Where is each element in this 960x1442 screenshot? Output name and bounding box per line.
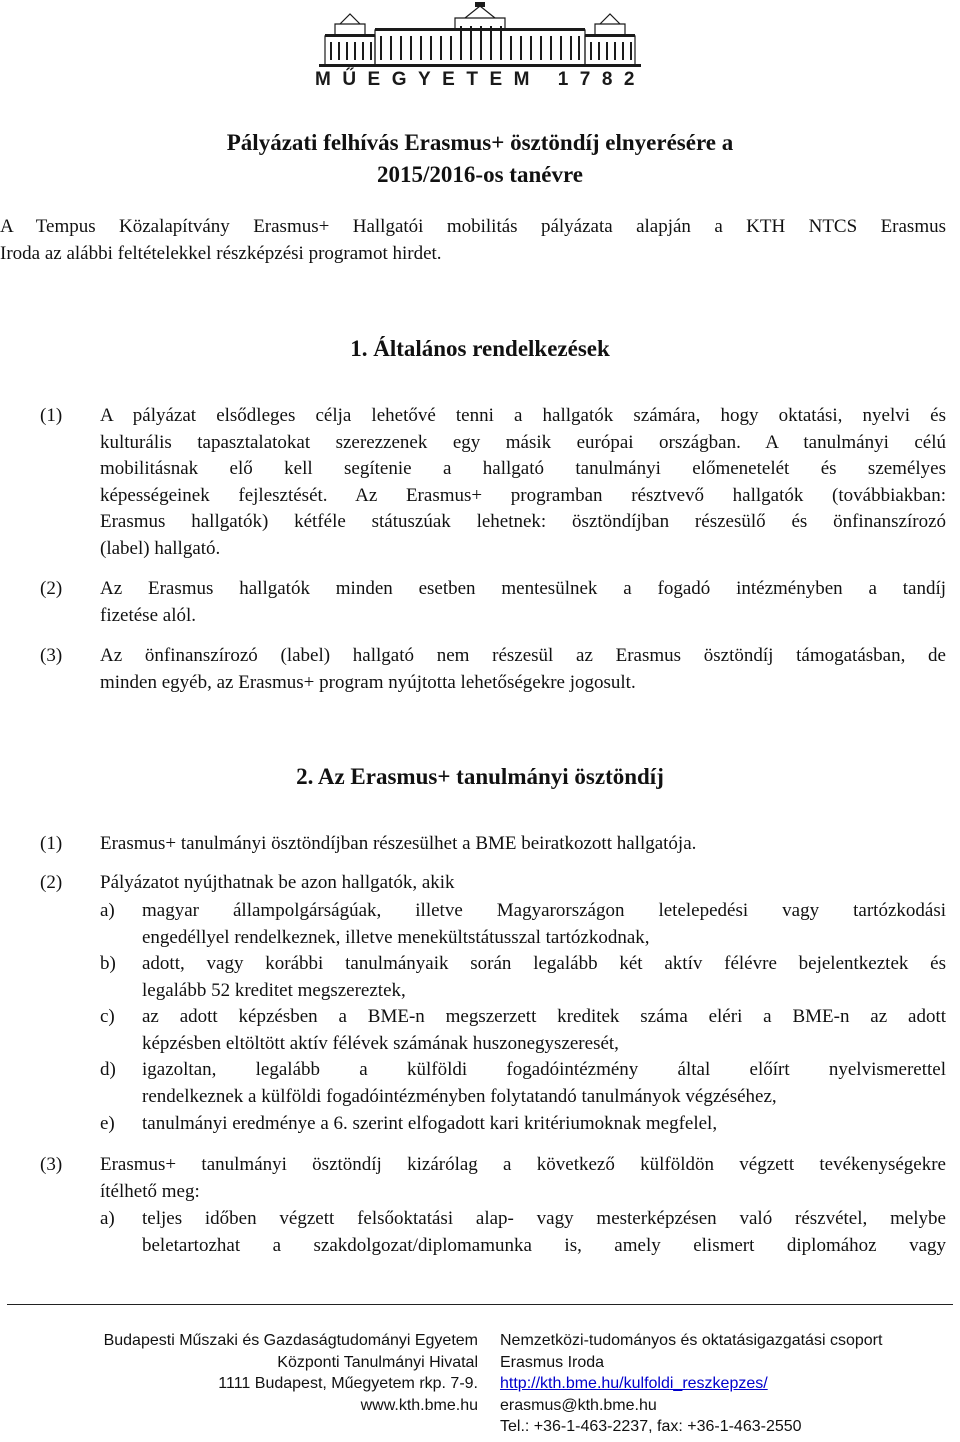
s1-item-2-number: (2) [40,578,63,599]
s1-item-1-text [100,403,946,562]
text-line: magyar állampolgárságúak, illetve Magyarországon letelepedési vagy tartózkodási [142,900,946,921]
text-line: mobilitásnak elő kell segítenie a hallgató tanulmányi előmenetelét és személyes [100,458,946,479]
sub-item-text [142,898,946,951]
footer-phone: Tel.: +36-1-463-2237, fax: +36-1-463-2550 [500,1418,802,1435]
title-line-1: Pályázati felhívás Erasmus+ ösztöndíj elnyerésére a [226,130,734,155]
text-line: ítélhető meg: [100,1180,200,1202]
sub-item-text [142,1206,946,1259]
intro-line-2: Iroda az alábbi feltételekkel részképzési programot hirdet. [0,242,442,264]
sub-item-text [142,1111,946,1138]
footer-group: Nemzetközi-tudományos és oktatásigazgatási csoport [500,1332,883,1349]
text-line: Az Erasmus hallgatók minden esetben mentesülnek a fogadó intézményben a tandíj [100,578,946,599]
sub-item-letter: b) [100,953,116,974]
sub-item-letter: a) [100,1208,115,1229]
footer-divider [7,1304,953,1305]
building-illustration [315,2,645,68]
s1-item-3-text [100,643,946,696]
sub-item-letter: a) [100,900,115,921]
footer-right-block [500,1330,950,1438]
text-line: adott, vagy korábbi tanulmányaik során legalább két aktív félévre bejelentkeztek és [142,953,946,974]
text-line: Erasmus+ tanulmányi ösztöndíjban részesülhet a BME beiratkozott hallgatója. [100,833,697,854]
text-line: igazoltan, legalább a külföldi fogadóintézmény által előírt nyelvismerettel [142,1059,946,1080]
logo-wordmark: MŰEGYETEM 1782 [315,69,646,90]
section-1-heading: 1. Általános rendelkezések [350,336,610,361]
s2-item-3-text [100,1152,946,1205]
footer-address: 1111 Budapest, Műegyetem rkp. 7-9. [218,1375,478,1392]
footer-office: Központi Tanulmányi Hivatal [277,1353,478,1371]
text-line: teljes időben végzett felsőoktatási alap- vagy mesterképzésen való részvétel, melybe [142,1208,946,1229]
text-line: képzésben eltöltött aktív félévek számának huszonegyszeresét, [142,1032,619,1054]
text-line: beletartozhat a szakdolgozat/diplomamunka is, amely elismert diplomához vagy [142,1234,946,1256]
section-2-heading: 2. Az Erasmus+ tanulmányi ösztöndíj [296,764,664,789]
s1-item-2-text [100,576,946,629]
s2-item-1-number: (1) [40,833,63,854]
text-line: (label) hallgató. [100,537,221,559]
text-line: Az önfinanszírozó (label) hallgató nem részesül az Erasmus ösztöndíj támogatásban, de [100,645,946,666]
sub-item-text [142,951,946,1004]
footer-office-name: Erasmus Iroda [500,1353,605,1371]
footer-email[interactable]: erasmus@kth.bme.hu [500,1396,657,1414]
sub-item-letter: d) [100,1059,116,1080]
footer-link[interactable]: http://kth.bme.hu/kulfoldi_reszkepzes/ [500,1375,768,1392]
footer-university: Budapesti Műszaki és Gazdaságtudományi Egyetem [103,1332,478,1349]
text-line: kulturális tapasztalatokat szerezzenek egy másik európai országban. A tanulmányi célú [100,431,946,453]
sub-item-text [142,1057,946,1110]
s2-item-2-number: (2) [40,872,63,893]
text-line: legalább 52 kreditet megszereztek, [142,979,406,1001]
text-line: engedéllyel rendelkeznek, illetve menekültstátusszal tartózkodnak, [142,926,650,948]
s2-item-1-text [100,831,946,858]
title-line-2: 2015/2016-os tanévre [377,162,583,187]
text-line: az adott képzésben a BME-n megszerzett kreditek száma eléri a BME-n az adott [142,1006,946,1027]
text-line: rendelkeznek a külföldi fogadóintézményben folytatandó tanulmányok végzéséhez, [142,1085,777,1107]
text-line: Erasmus hallgatók) kétféle státuszúak lehetnek: ösztöndíjban részesülő és önfinanszírozó [100,511,946,532]
text-line: Pályázatot nyújthatnak be azon hallgatók, akik [100,872,455,893]
text-line: képességeinek fejlesztését. Az Erasmus+ programban résztvevő hallgatók (továbbiakban: [100,484,946,506]
s2-item-2-text [100,870,946,897]
s1-item-1-number: (1) [40,405,63,426]
document-title [60,127,900,191]
footer-left-block [60,1330,478,1416]
footer-website[interactable]: www.kth.bme.hu [360,1396,478,1414]
text-line: fizetése alól. [100,604,197,626]
university-logo [315,2,645,92]
sub-item-text [142,1004,946,1057]
text-line: tanulmányi eredménye a 6. szerint elfogadott kari kritériumoknak megfelel, [142,1113,718,1134]
text-line: A pályázat elsődleges célja lehetővé tenni a hallgatók számára, hogy oktatási, nyelvi és [100,405,946,426]
sub-item-letter: e) [100,1113,115,1134]
s1-item-3-number: (3) [40,645,63,666]
text-line: Erasmus+ tanulmányi ösztöndíj kizárólag a következő külföldön végzett tevékenységekre [100,1154,946,1175]
s2-item-3-number: (3) [40,1154,63,1175]
text-line: minden egyéb, az Erasmus+ program nyújtotta lehetőségekre jogosult. [100,671,636,693]
intro-paragraph [0,214,946,267]
intro-line-1: A Tempus Közalapítvány Erasmus+ Hallgatói mobilitás pályázata alapján a KTH NTCS Erasmus [0,216,946,237]
sub-item-letter: c) [100,1006,115,1027]
